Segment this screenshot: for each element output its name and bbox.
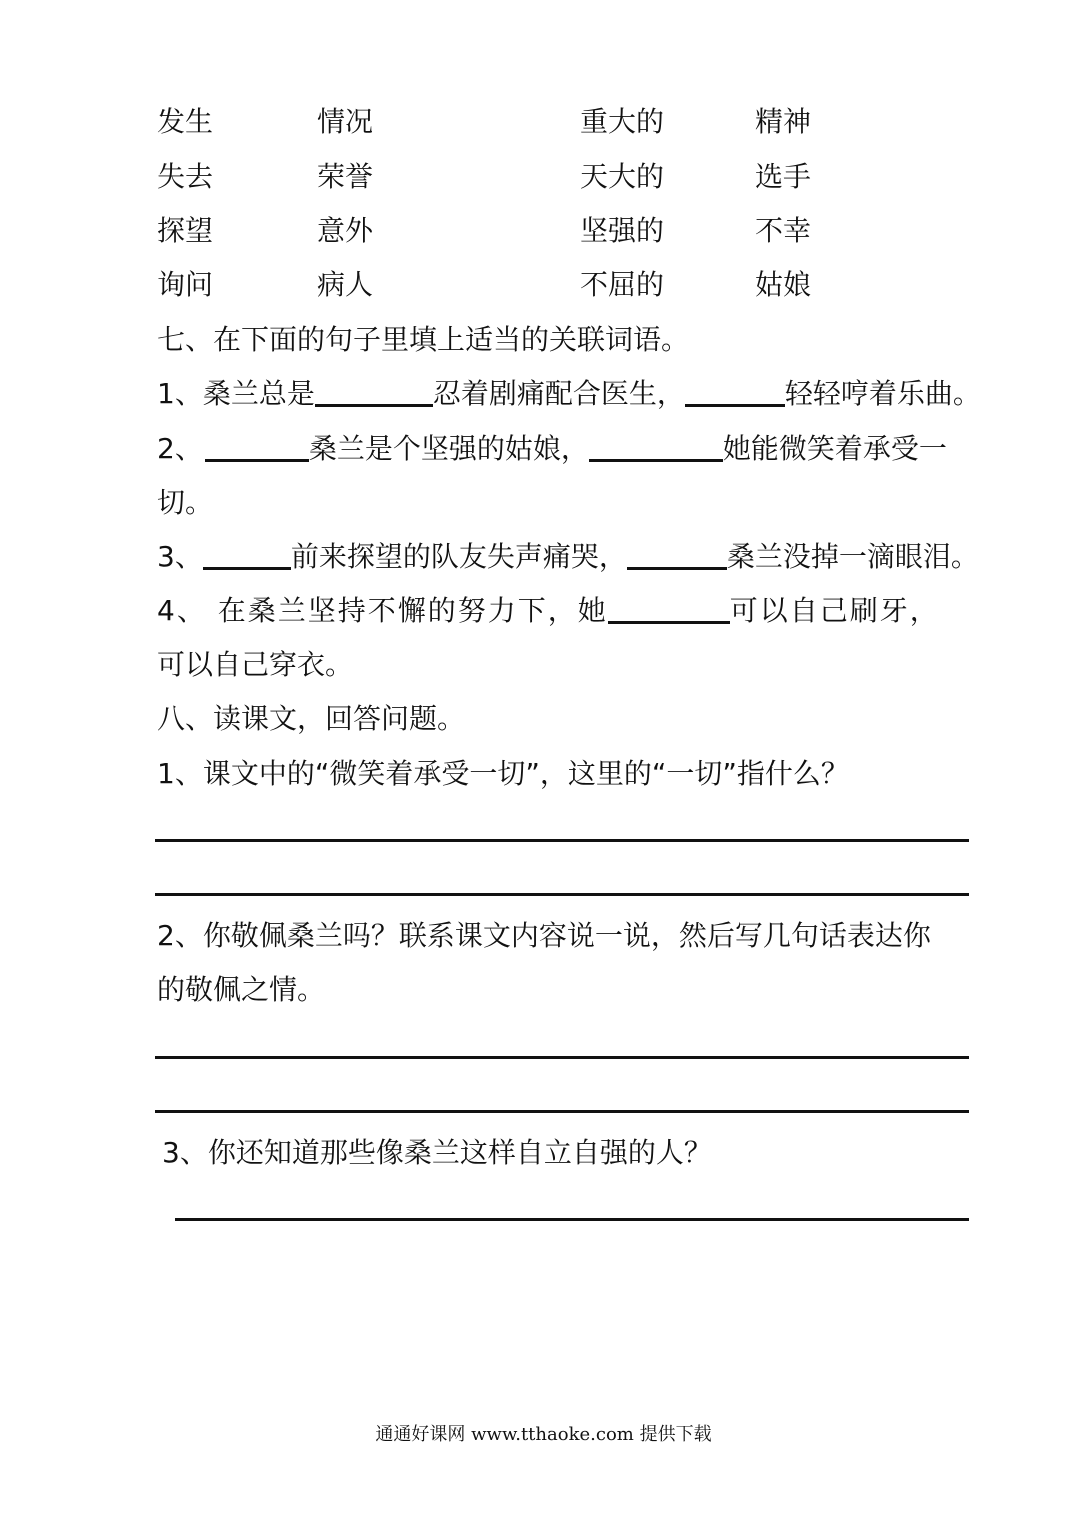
s8-question-1: 1、课文中的“微笑着承受一切”，这里的“一切”指什么？	[157, 757, 849, 790]
q-text: 前来探望的队友失声痛哭，	[290, 540, 627, 573]
word-right-b-4: 姑娘	[755, 268, 812, 301]
answer-line[interactable]	[175, 1218, 969, 1221]
word-left-a-2: 失去	[157, 160, 214, 193]
section8-heading: 八、读课文，回答问题。	[157, 702, 466, 735]
word-left-b-4: 病人	[317, 268, 374, 301]
word-left-a-1: 发生	[157, 105, 214, 138]
q-text: 她能微笑着承受一	[722, 432, 947, 465]
word-right-b-1: 精神	[755, 105, 812, 138]
fill-blank[interactable]	[589, 429, 723, 462]
word-left-a-4: 询问	[157, 268, 214, 301]
fill-blank[interactable]	[203, 537, 291, 570]
word-left-b-2: 荣誉	[317, 160, 374, 193]
s8-question-2: 2、你敬佩桑兰吗？联系课文内容说一说，然后写几句话表达你	[157, 919, 931, 952]
s7-question-4-cont: 可以自己穿衣。	[157, 648, 354, 681]
s7-question-1	[157, 374, 981, 414]
q-number: 2、	[157, 432, 203, 465]
word-left-b-3: 意外	[317, 214, 374, 247]
section7-heading: 七、在下面的句子里填上适当的关联词语。	[157, 323, 690, 356]
s7-question-2-cont: 切。	[157, 486, 214, 519]
answer-line[interactable]	[155, 839, 969, 842]
word-right-a-3: 坚强的	[580, 214, 665, 247]
s7-question-2	[157, 429, 947, 469]
word-right-b-3: 不幸	[755, 214, 812, 247]
fill-blank[interactable]	[685, 374, 785, 407]
q-text: 桑兰没掉一滴眼泪。	[726, 540, 979, 573]
q-text: 可以自己刷牙，	[729, 594, 940, 627]
s8-question-2-cont: 的敬佩之情。	[157, 973, 326, 1006]
q-text: 在桑兰坚持不懈的努力下，她	[217, 594, 608, 627]
answer-line[interactable]	[155, 893, 969, 896]
word-right-b-2: 选手	[755, 160, 812, 193]
page-footer: 通通好课网 www.tthaoke.com 提供下载	[375, 1424, 712, 1445]
q-text: 桑兰是个坚强的姑娘，	[308, 432, 589, 465]
word-right-a-2: 天大的	[580, 160, 665, 193]
q-number: 1、	[157, 377, 203, 410]
fill-blank[interactable]	[205, 429, 309, 462]
fill-blank[interactable]	[608, 591, 730, 624]
s7-question-3	[157, 537, 979, 577]
answer-line[interactable]	[155, 1056, 969, 1059]
q-text: 忍着剧痛配合医生，	[432, 377, 685, 410]
word-left-a-3: 探望	[157, 214, 214, 247]
s7-question-4	[157, 591, 940, 631]
q-number: 3、	[157, 540, 203, 573]
q-text: 桑兰总是	[202, 377, 315, 410]
word-right-a-1: 重大的	[580, 105, 665, 138]
fill-blank[interactable]	[315, 374, 433, 407]
q-text: 轻轻哼着乐曲。	[784, 377, 981, 410]
q-number: 4、	[157, 594, 207, 627]
word-right-a-4: 不屈的	[580, 268, 665, 301]
answer-line[interactable]	[155, 1110, 969, 1113]
word-left-b-1: 情况	[317, 105, 374, 138]
s8-question-3: 3、你还知道那些像桑兰这样自立自强的人？	[162, 1136, 712, 1169]
fill-blank[interactable]	[627, 537, 727, 570]
